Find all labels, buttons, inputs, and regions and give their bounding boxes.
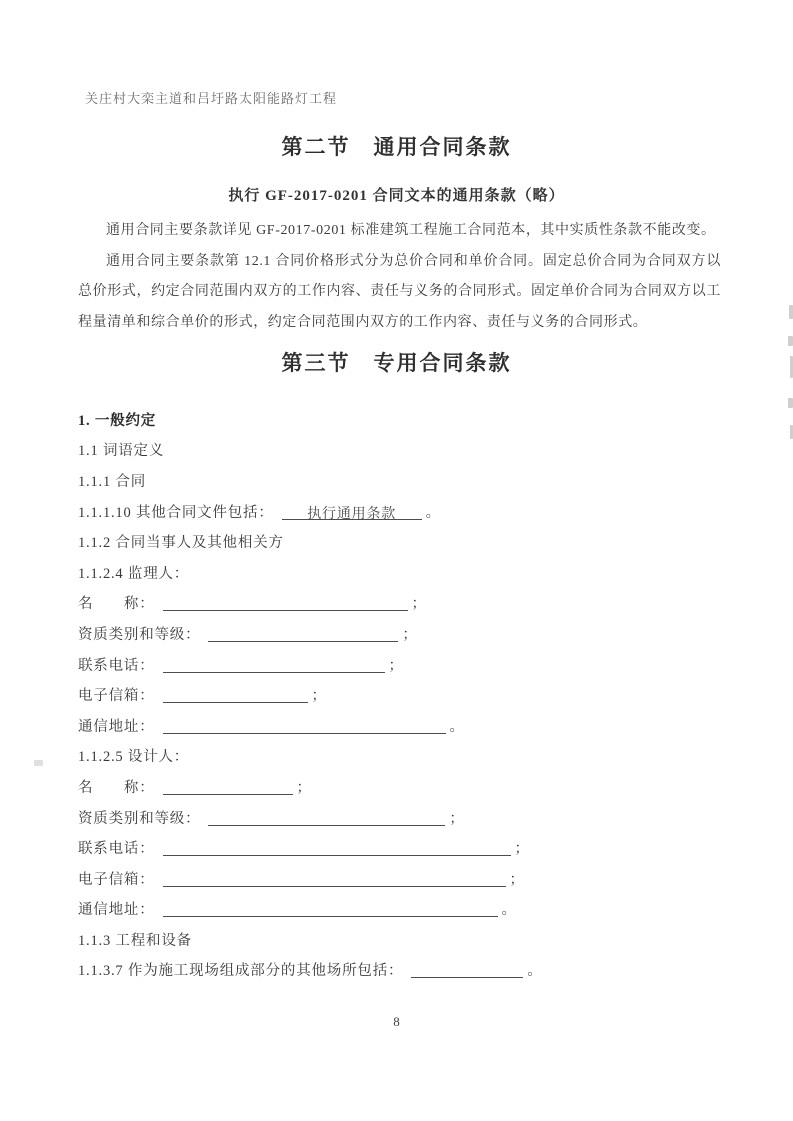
section3-title: 第三节 专用合同条款 (281, 351, 512, 375)
scan-artifact (34, 760, 43, 766)
field-label: 电子信箱： (78, 688, 155, 705)
field-label: 名 称： (78, 779, 155, 796)
clause-designer-heading (78, 741, 738, 772)
paragraph-2: 通用合同主要条款第 12.1 合同价格形式分为总价合同和单价合同。固定总价合同为合同双方以总价形式，约定合同范围内双方的工作内容、责任与义务的合同形式。固定单价合同为合同双方以工程量清单和综合单价的形式，约定合同范围内双方的工作内容、责任与义务的合同形式。 (78, 253, 721, 330)
blank-field (163, 778, 293, 795)
punctuation: 。 (527, 963, 543, 980)
clause-label: 1.1.3.7 作为施工现场组成部分的其他场所包括： (78, 963, 404, 980)
field-row-designer-address (78, 894, 738, 925)
project-title-header: 关庄村大栾主道和吕圩路太阳能路灯工程 (85, 91, 338, 106)
clause-other-docs (78, 496, 738, 527)
field-label: 通信地址： (78, 902, 155, 919)
blank-field (208, 625, 398, 642)
field-label: 资质类别和等级： (78, 810, 201, 827)
clause-terms-heading (78, 435, 738, 466)
field-label: 电子信箱： (78, 871, 155, 888)
field-row-designer-qualification (78, 802, 738, 833)
punctuation: ； (449, 810, 465, 827)
scan-artifact (789, 305, 793, 319)
field-row-supervisor-qualification (78, 618, 738, 649)
punctuation: 。 (425, 504, 441, 521)
blank-field (163, 870, 506, 887)
punctuation: ； (411, 596, 427, 613)
clause-text: 1.1.2 合同当事人及其他相关方 (78, 535, 284, 552)
punctuation: 。 (449, 718, 465, 735)
field-row-designer-name (78, 771, 738, 802)
punctuation: ； (311, 688, 327, 705)
scan-artifact (788, 398, 793, 408)
clause-contract-heading (78, 465, 738, 496)
clause-text: 1.1 词语定义 (78, 443, 165, 460)
clause-parties-heading (78, 526, 738, 557)
clause-supervisor-heading (78, 557, 738, 588)
blank-field (163, 717, 446, 734)
paragraph-1: 通用合同主要条款详见 GF-2017-0201 标准建筑工程施工合同范本，其中实质性条款不能改变。 (106, 223, 716, 238)
punctuation: ； (514, 841, 530, 858)
punctuation: ； (509, 871, 525, 888)
punctuation: 。 (501, 902, 517, 919)
page-number: 8 (393, 1014, 400, 1029)
blank-field (163, 839, 511, 856)
field-row-supervisor-address (78, 710, 738, 741)
clause-text: 1.1.3 工程和设备 (78, 932, 192, 949)
clause-text: 1.1.1 合同 (78, 473, 147, 490)
field-label: 资质类别和等级： (78, 626, 201, 643)
clause-general-heading (78, 404, 738, 435)
field-label: 联系电话： (78, 657, 155, 674)
section2-title: 第二节 通用合同条款 (281, 135, 512, 159)
blank-field (163, 900, 498, 917)
clause-equipment-heading (78, 924, 738, 955)
scan-artifact (788, 336, 793, 346)
field-label: 联系电话： (78, 841, 155, 858)
blank-field (163, 594, 408, 611)
clause-text: 1.1.2.4 监理人： (78, 565, 190, 582)
field-label: 通信地址： (78, 718, 155, 735)
clause-text: 1.1.2.5 设计人： (78, 749, 190, 766)
field-row-designer-phone (78, 832, 738, 863)
field-row-supervisor-name (78, 588, 738, 619)
field-row-designer-email (78, 863, 738, 894)
field-label: 名 称： (78, 596, 155, 613)
clause-site (78, 955, 738, 986)
general-terms-paragraphs (78, 216, 721, 338)
punctuation: ； (402, 626, 418, 643)
blank-field (411, 961, 523, 978)
blank-field (163, 686, 308, 703)
blank-field (163, 656, 385, 673)
blank-field-other-docs: 执行通用条款 (282, 503, 422, 520)
punctuation: ； (296, 779, 312, 796)
field-row-supervisor-email (78, 679, 738, 710)
clause-text: 1. 一般约定 (78, 412, 157, 429)
field-row-supervisor-phone (78, 649, 738, 680)
section2-subtitle: 执行 GF-2017-0201 合同文本的通用条款（略） (228, 188, 565, 204)
clause-label: 1.1.1.10 其他合同文件包括： (78, 504, 274, 521)
clause-list (78, 404, 738, 985)
blank-field (208, 809, 445, 826)
punctuation: ； (388, 657, 404, 674)
